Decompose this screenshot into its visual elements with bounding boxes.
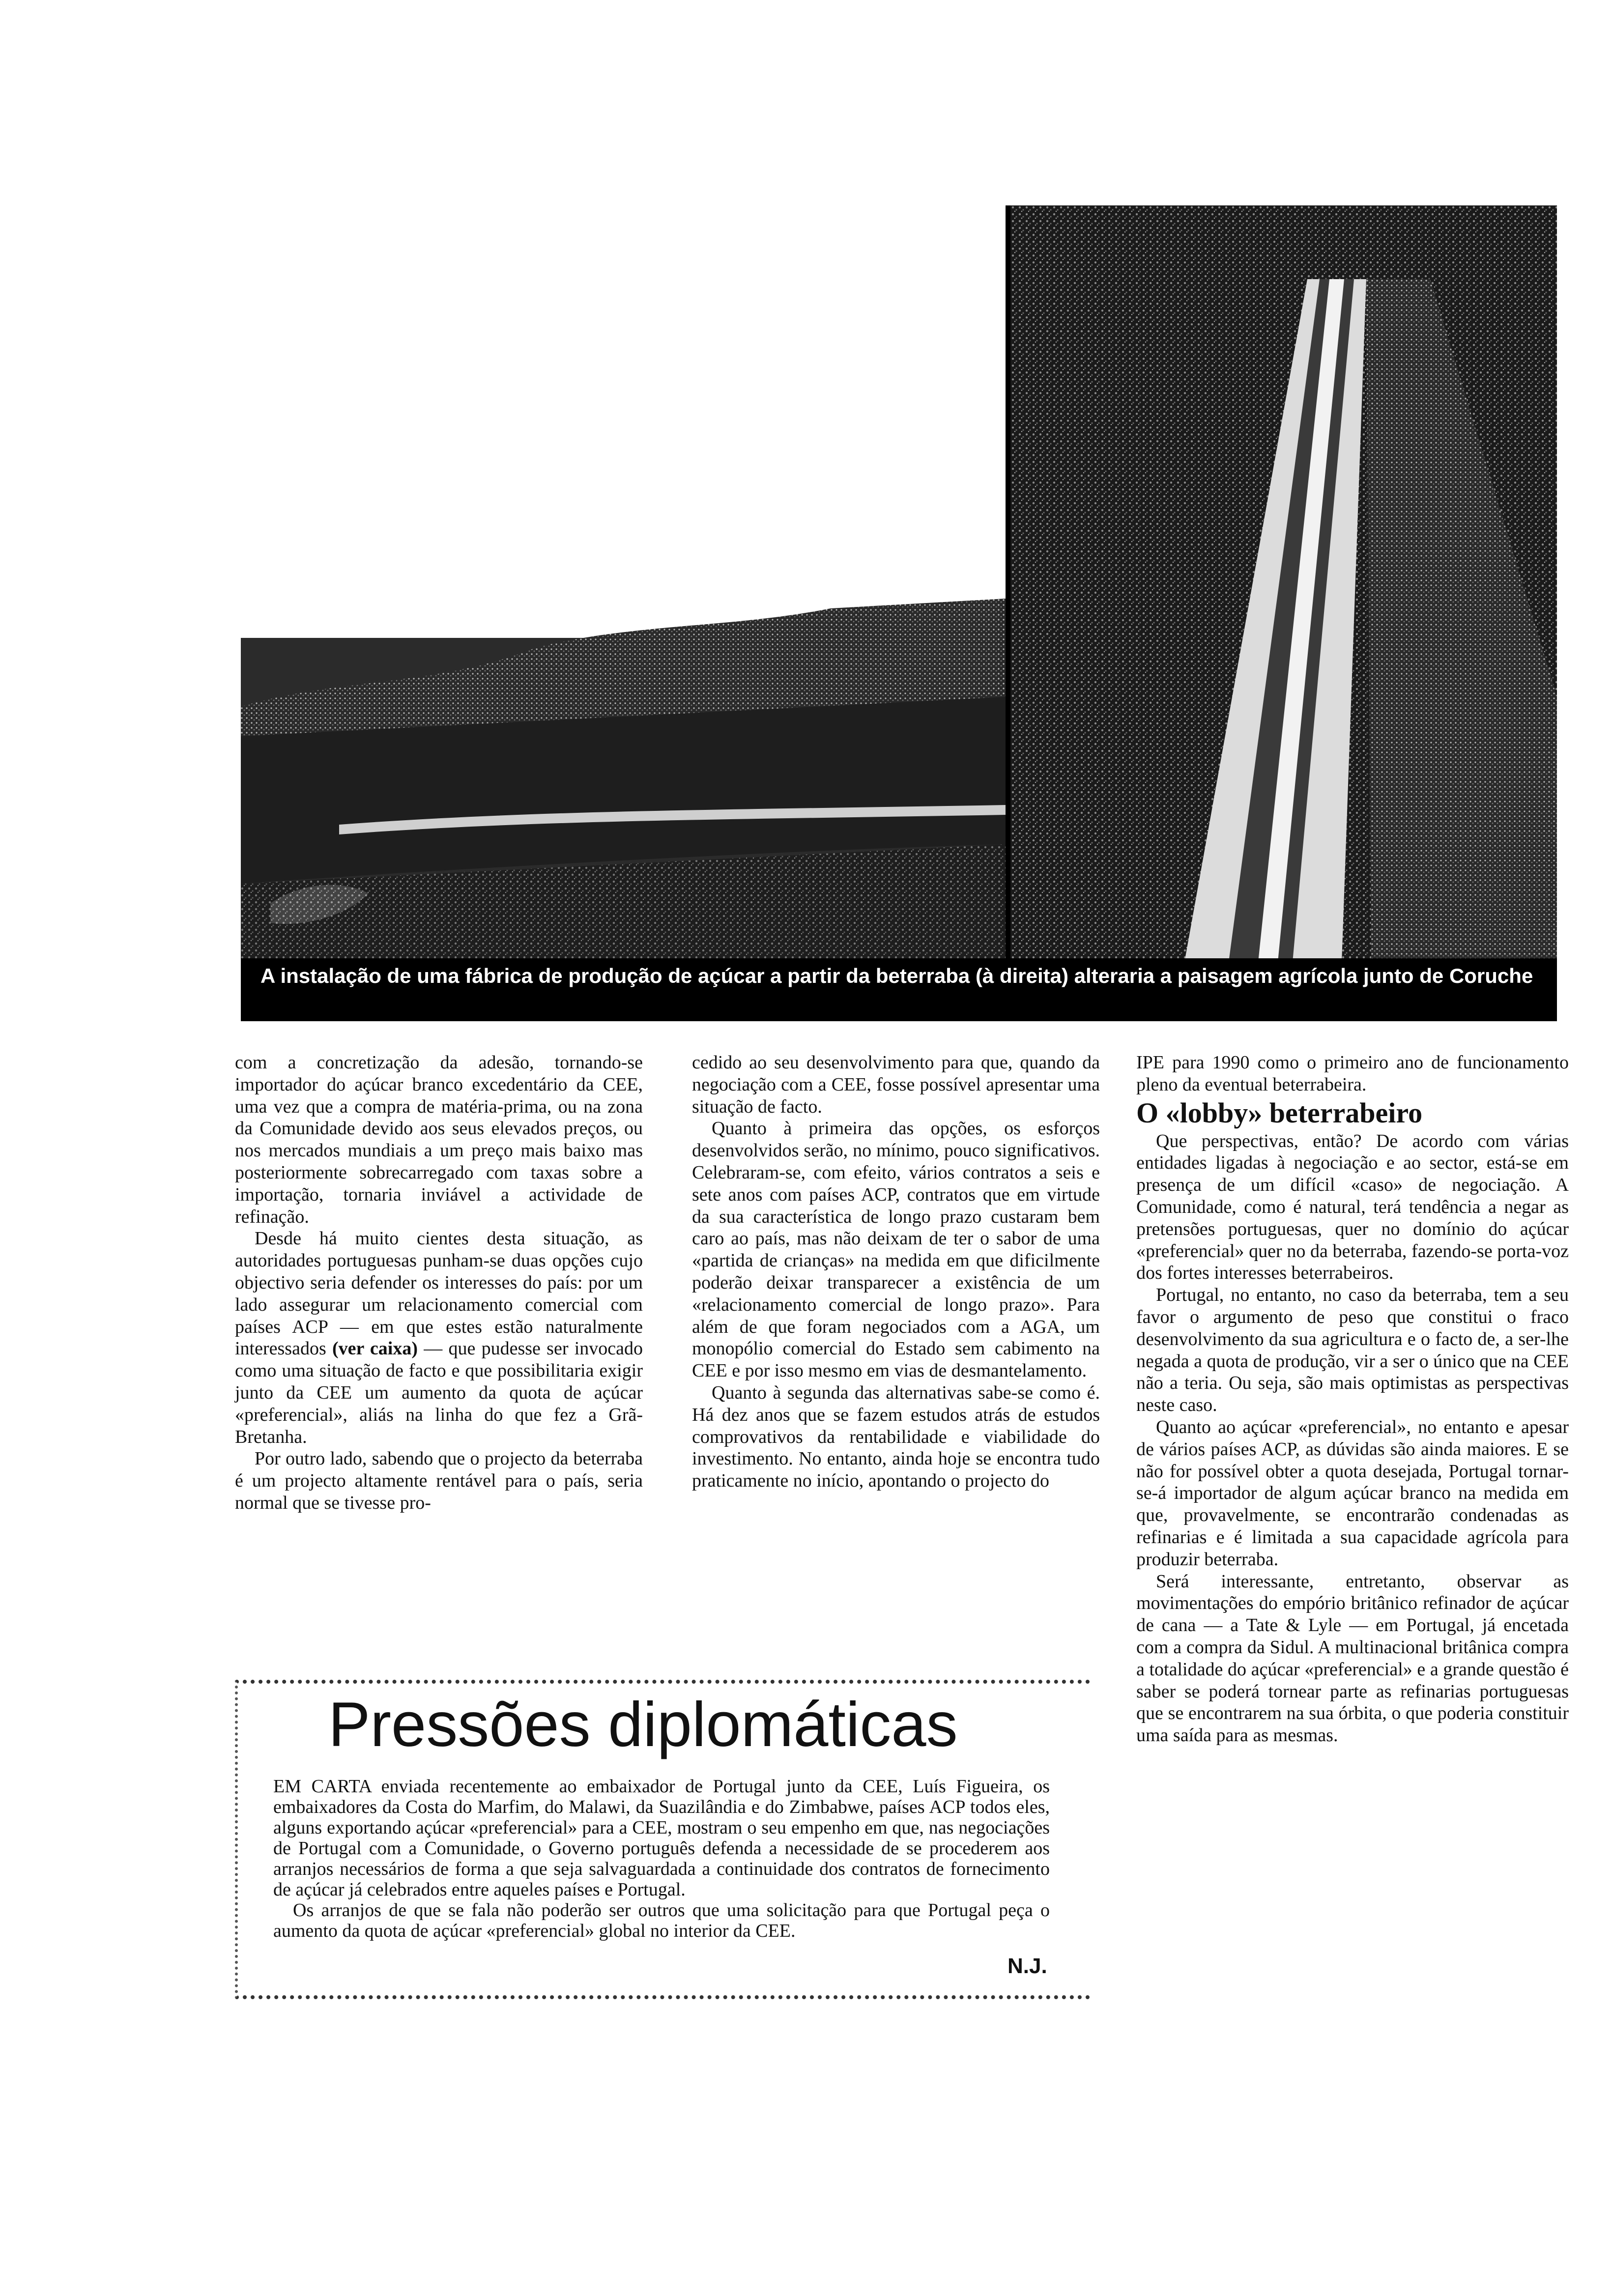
col3-paragraph-1: IPE para 1990 como o primeiro ano de funcionamento pleno da eventual beterrabeira. [1136, 1052, 1569, 1095]
canal-photo [1006, 205, 1557, 1021]
photo-caption: A instalação de uma fábrica de produção de açúcar a partir da beterraba (à direita) alteraria a paisagem agrícola junto de Coruche [241, 958, 1557, 1021]
sidebar-paragraph-1: EM CARTA enviada recentemente ao embaixador de Portugal junto da CEE, Luís Figueira, os embaixadores da Costa do Marfim, do Malawi, da Suazilândia e do Zimbabwe, países ACP todos eles, alguns exportando açúcar «preferencial» para a CEE, mostram o seu empenho em que, nas negociações de Portugal com a Comunidade, o Governo português defenda a necessidade de se procederem aos arranjos necessários de forma a que seja salvaguardada a continuidade dos contratos de fornecimento de açúcar já celebrados entre aqueles países e Portugal. [273, 1776, 1050, 1900]
article-column-3 [1136, 1052, 1569, 1747]
col1-paragraph-2-text-b: — que pudesse ser invocado como uma situação de facto e que possibilitaria exigir junto da CEE um aumento da quota de açúcar «preferencial», aliás na linha do que fez a Grã-Bretanha. [235, 1338, 643, 1447]
landscape-photo [241, 205, 1006, 1021]
col3-paragraph-2: Que perspectivas, então? De acordo com várias entidades ligadas à negociação e ao sector, está-se em presença de um difícil «caso» de negociação. A Comunidade, como é natural, terá tendência a negar as pretensões portuguesas, quer no domínio do açúcar «preferencial» quer no da beterraba, fazendo-se porta-voz dos fortes interesses beterrabeiros. [1136, 1130, 1569, 1284]
col2-paragraph-2: Quanto à primeira das opções, os esforços desenvolvidos serão, no mínimo, pouco significativos. Celebraram-se, com efeito, vários contratos a seis e sete anos com países ACP, contratos que em virtude da sua característica de longo prazo custaram bem caro ao país, mas não deixam de ter o sabor de uma «partida de crianças» na medida em que dificilmente poderão deixar transparecer a existência de um «relacionamento comercial de longo prazo». Para além de que foram negociados com a AGA, um monopólio comercial do Estado sem cabimento na CEE e por isso mesmo em vias de desmantelamento. [692, 1118, 1100, 1381]
section-subheading: O «lobby» beterrabeiro [1136, 1096, 1423, 1129]
article-photo [241, 205, 1557, 1021]
col2-paragraph-3: Quanto à segunda das alternativas sabe-se como é. Há dez anos que se fazem estudos atrás de estudos comprovativos da rentabilidade e viabilidade do investimento. No entanto, ainda hoje se encontra tudo praticamente no início, apontando o projecto do [692, 1382, 1100, 1492]
sidebar-title: Pressões diplomáticas [328, 1690, 958, 1760]
article-column-2 [692, 1052, 1100, 1492]
author-signature: N.J. [1008, 1954, 1047, 1978]
col1-paragraph-2-text-a: Desde há muito cientes desta situação, as autoridades portuguesas punham-se duas opções cujo objectivo seria defender os interesses do país: por um lado assegurar um relacionamento comercial com países ACP — em que estes estão naturalmente interessados [235, 1228, 643, 1359]
see-box-reference: (ver caixa) [332, 1338, 418, 1359]
col2-paragraph-1: cedido ao seu desenvolvimento para que, quando da negociação com a CEE, fosse possível apresentar uma situação de facto. [692, 1052, 1100, 1117]
col1-paragraph-2 [235, 1228, 643, 1448]
col3-paragraph-3: Portugal, no entanto, no caso da beterraba, tem a seu favor o argumento de peso que constitui o fraco desenvolvimento da sua agricultura e o facto de, a ser-lhe negada a quota de produção, vir a ser o único que na CEE não a teria. Ou seja, são mais optimistas as perspectivas neste caso. [1136, 1285, 1569, 1416]
sidebar-paragraph-2: Os arranjos de que se fala não poderão ser outros que uma solicitação para que Portugal peça o aumento da quota de açúcar «preferencial» global no interior da CEE. [273, 1900, 1050, 1941]
sidebar-text [273, 1776, 1050, 1941]
col3-paragraph-4: Quanto ao açúcar «preferencial», no entanto e apesar de vários países ACP, as dúvidas são ainda maiores. E se não for possível obter a quota desejada, Portugal tornar-se-á importador de algum açúcar branco na medida em que, provavelmente, se encontrarão condenadas as refinarias e é limitada a sua capacidade agrícola para produzir beterraba. [1136, 1416, 1569, 1570]
col3-paragraph-5: Será interessante, entretanto, observar as movimentações do empório britânico refinador de açúcar de cana — a Tate & Lyle — em Portugal, já encetada com a compra da Sidul. A multinacional britânica compra a totalidade do açúcar «preferencial» e a grande questão é saber se poderá tornear parte as refinarias portuguesas que se encontrarem na sua órbita, o que poderia constituir uma saída para as mesmas. [1136, 1571, 1569, 1746]
col1-paragraph-3: Por outro lado, sabendo que o projecto da beterraba é um projecto altamente rentável para o país, seria normal que se tivesse pro- [235, 1448, 643, 1513]
article-column-1 [235, 1052, 643, 1514]
col1-paragraph-1: com a concretização da adesão, tornando-se importador do açúcar branco excedentário da CEE, uma vez que a compra de matéria-prima, ou na zona da Comunidade devido aos seus elevados preços, ou nos mercados mundiais a um preço mais baixo mas posteriormente sobrecarregado com taxas sobre a importação, tornaria inviável a actividade de refinação. [235, 1052, 643, 1227]
